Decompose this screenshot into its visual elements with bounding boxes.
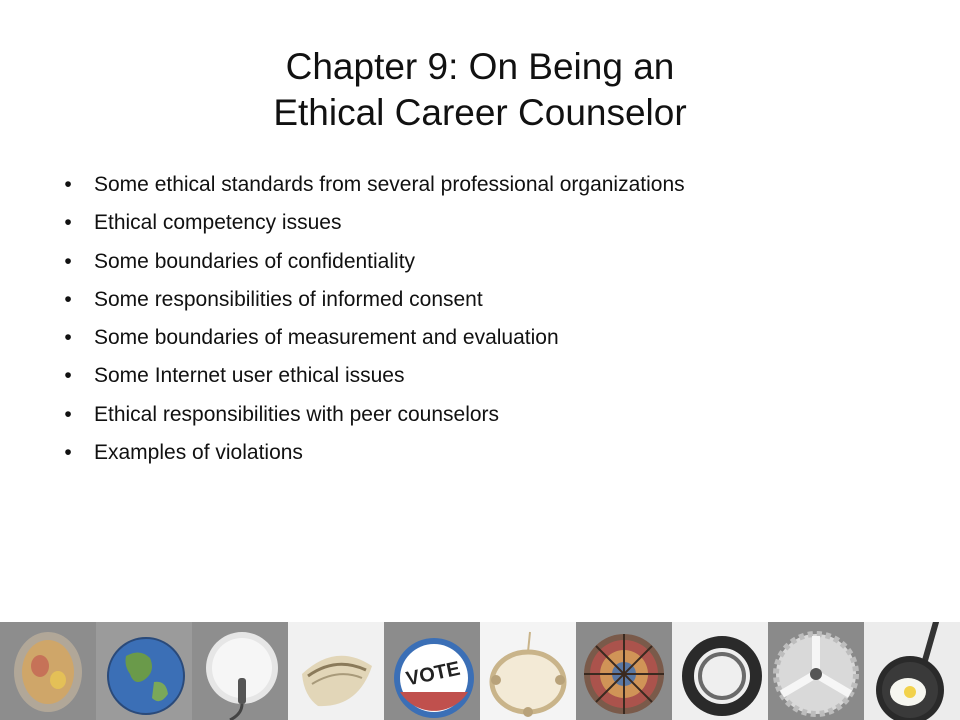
ring-icon [672, 622, 768, 720]
globe-icon [96, 622, 192, 720]
bullet-dot: • [64, 211, 72, 235]
title-line-2: Ethical Career Counselor [273, 92, 687, 133]
bullet-dot: • [64, 441, 72, 465]
bullet-dot: • [64, 364, 72, 388]
tambourine-icon [480, 622, 576, 720]
lamp-icon [192, 622, 288, 720]
bullet-item [58, 287, 685, 312]
bullet-dot: • [64, 173, 72, 196]
rose-window-icon [576, 622, 672, 720]
bullet-item [58, 440, 685, 465]
bullet-dot: • [64, 326, 72, 350]
saw-blade-icon [768, 622, 864, 720]
bullet-text: Some responsibilities of informed consent [94, 287, 483, 311]
bullet-dot: • [64, 249, 72, 273]
title-line-1: Chapter 9: On Being an [285, 46, 675, 87]
bullet-text: Some Internet user ethical issues [94, 364, 405, 388]
bullet-text: Ethical responsibilities with peer counselors [94, 402, 500, 426]
bullet-item [58, 210, 685, 235]
bullet-list [58, 172, 685, 478]
bullet-text: Some ethical standards from several professional organizations [94, 173, 685, 196]
frying-pan-egg-icon [864, 622, 960, 720]
bullet-text: Some boundaries of confidentiality [94, 249, 416, 273]
brain-scan-icon [0, 622, 96, 720]
bullet-item [58, 402, 685, 427]
bullet-text: Examples of violations [94, 441, 303, 465]
svg-text:VOTE: VOTE [404, 657, 463, 691]
bullet-text: Some boundaries of measurement and evaluation [94, 326, 559, 350]
bullet-item [58, 363, 685, 388]
bullet-item [58, 249, 685, 274]
bullet-dot: • [64, 287, 72, 311]
bullet-item [58, 325, 685, 350]
slide-title [0, 44, 960, 136]
vote-button-icon [384, 622, 480, 720]
bullet-text: Ethical competency issues [94, 211, 342, 235]
bowl-icon [288, 622, 384, 720]
image-strip [0, 622, 960, 720]
bullet-item [58, 172, 685, 197]
bullet-dot: • [64, 402, 72, 426]
